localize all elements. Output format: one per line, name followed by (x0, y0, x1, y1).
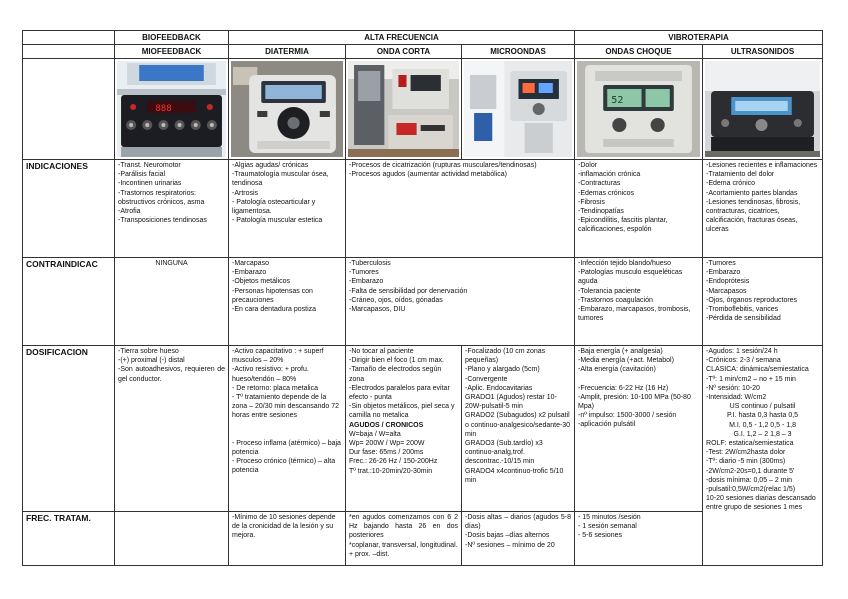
list-item: -Frecuencia: 6-22 Hz (16 Hz) (578, 384, 669, 392)
list-item: - De retorno: placa metalica (232, 384, 318, 392)
list-item: G.I. 1,2 – 2 1,8 – 3 (733, 430, 792, 438)
list-item: -Traumatología muscular ósea, tendinosa (232, 171, 329, 188)
list-item: -Tierra sobre hueso (118, 348, 179, 355)
photo-cell-ultrasonidos (703, 59, 823, 160)
list-item: -Marcapasos (706, 287, 747, 295)
list-item: -Tº: 1 min/cm2 – no + 15 min (706, 375, 796, 383)
list-item: -Convergente (465, 375, 508, 383)
dosificacion-ultrasonidos (703, 346, 823, 566)
list-item: -Trastornos respiratorios: obstructivos crónicos, asma (118, 189, 205, 206)
indicaciones-onda-corta-microondas (346, 160, 575, 258)
list-item: -Embarazo (706, 269, 741, 277)
list-item: -Marcapaso (232, 260, 269, 267)
ultrasound-device-photo (705, 61, 820, 157)
list-item: -(+) proximal (-) distal (118, 357, 185, 365)
spacer (578, 375, 699, 384)
list-item: Tº trat.:10-20min/20-30min (349, 467, 433, 475)
list-item: -Embarazo (349, 278, 384, 286)
list-item: -Edema crónico (706, 180, 756, 188)
list-item: - Patología osteoarticular y ligamentosa. (232, 198, 316, 216)
list-item: AGUDOS / CRONICOS (349, 421, 424, 429)
list-item: -Crónicos: 2-3 / semana (706, 357, 781, 365)
list-item: -Parálisis facial (118, 171, 166, 179)
list-item: W=baja / W=alta (349, 430, 401, 438)
row-label-dosificacion: DOSIFICACION (23, 346, 115, 512)
shortwave-device-photo (348, 61, 459, 157)
list-item: Wp= 200W / Wp= 200W (349, 440, 425, 448)
list-item: -nº impulso: 1500-3000 / sesión (578, 412, 677, 420)
photo-cell-ondas-choque (575, 59, 703, 160)
list-item: -Personas hipotensas con precauciones (232, 287, 313, 304)
list-item: -Atrofia (118, 208, 141, 216)
corner-cell-2 (23, 45, 115, 59)
list-item: -Lesiones tendinosas, fibrosis, contracturas, cicatrices, calcificación, fracturas óseas, ulceras (706, 198, 801, 234)
list-item: -Transt. Neuromotor (118, 162, 181, 169)
photo-cell-miofeedback (115, 59, 229, 160)
list-item: -Endoprótesis (706, 278, 750, 286)
list-item: -Objetos metálicos (232, 278, 290, 286)
list-item: -Procesos agudos (aumentar actividad metabólica) (349, 171, 507, 179)
list-item: -pulsatil:0,5W/cm2(relac 1/5) (706, 486, 796, 494)
list-item: -Falta de sensibilidad por denervación (349, 287, 468, 295)
list-item: -2W/cm2-20s=0,1 durante 5' (706, 467, 795, 475)
contraindicac-ondas-choque (575, 258, 703, 346)
list-item: -Ojos, órganos reproductores (706, 296, 798, 304)
list-item: P.I. hasta 0,3 hasta 0,5 (726, 412, 799, 420)
row-label-contraindicac: CONTRAINDICAC (23, 258, 115, 346)
contraindicac-diatermia (229, 258, 346, 346)
list-item: -Marcapasos, DIU (349, 306, 406, 314)
header-onda-corta: ONDA CORTA (346, 45, 462, 59)
list-item: -Algias agudas/ crónicas (232, 162, 309, 169)
list-item: -Cráneo, ojos, oídos, gónadas (349, 296, 443, 304)
frec-tratam-diatermia (229, 512, 346, 566)
header-miofeedback: MIOFEEDBACK (115, 45, 229, 59)
contraindicac-miofeedback: NINGUNA (115, 258, 229, 346)
list-item: -Dosis bajas –días alternos (465, 532, 550, 540)
list-item: -Edemas crónicos (578, 189, 635, 197)
list-item: - Tº tratamiento depende de la zona – 20/30 min descansando 72 horas entre sesiones (232, 394, 340, 420)
dosificacion-miofeedback (115, 346, 229, 512)
list-item: 10-20 sesiones diarias descansado entre grupo de sesiones 1 mes (706, 495, 816, 512)
list-item: CLASICA: dinámica/semiestatica (706, 366, 809, 374)
list-item: -Alta energía (cavitación) (578, 366, 656, 374)
list-item: -Procesos de cicatrización (rupturas musculares/tendinosas) (349, 162, 537, 169)
photo-row-label (23, 59, 115, 160)
svg-text:52: 52 (611, 95, 624, 106)
list-item: -Infección tejido blando/hueso (578, 260, 672, 267)
frec-tratam-onda-corta (346, 512, 462, 566)
list-item: GRADO2 (Subagudos) x2 pulsatil o continuo-analgesico/sedante-30 min (465, 412, 571, 438)
photo-cell-diatermia (229, 59, 346, 160)
list-item: -Mínimo de 10 sesiones depende de la cronicidad de la lesión y su mejora. (232, 514, 336, 540)
list-item: -Electrodos paralelos para evitar efecto - punta (349, 384, 450, 402)
biofeedback-device-photo (117, 61, 226, 157)
header-microondas: MICROONDAS (462, 45, 575, 59)
header-vibroterapia: VIBROTERAPIA (575, 31, 823, 45)
list-item: -Trastornos coagulación (578, 296, 653, 304)
indicaciones-ondas-choque (575, 160, 703, 258)
list-item: -Patologías musculo esqueléticas aguda (578, 269, 683, 286)
list-item: -Activo resistivo: + profu. hueso/tendón – 80% (232, 366, 309, 383)
dosificacion-microondas (462, 346, 575, 512)
list-item: GRADO4 x4continuo-trofic 5/10 min (465, 467, 564, 484)
list-item: -Amplit, presión: 10-100 MPa (50-80 Mpa) (578, 393, 691, 411)
list-item: -Tuberculosis (349, 260, 391, 267)
list-item: -Dirigir bien el foco (1 cm max. (349, 357, 444, 365)
dosificacion-onda-corta (346, 346, 462, 512)
photo-cell-microondas (462, 59, 575, 160)
shockwave-device-photo (577, 61, 700, 157)
list-item: -Epicondilitis, fascitis plantar, calcificaciones, espolón (578, 217, 668, 234)
list-item: -Tratamiento del dolor (706, 171, 775, 179)
list-item: -Tendinopatías (578, 208, 624, 216)
list-item: -No tocar al paciente (349, 348, 414, 355)
list-item: -Dolor (578, 162, 598, 169)
list-item: -Embarazo (232, 269, 267, 277)
dosificacion-diatermia (229, 346, 346, 512)
list-item: - Patología muscular estetica (232, 217, 323, 225)
list-item: -Contracturas (578, 180, 621, 188)
list-item: -Tolerancia paciente (578, 287, 641, 295)
header-biofeedback: BIOFEEDBACK (115, 31, 229, 45)
list-item: -Incontinen urinarias (118, 180, 182, 188)
spacer (232, 421, 342, 439)
corner-cell (23, 31, 115, 45)
list-item: -Tamaño de electrodos según zona (349, 366, 442, 383)
contraindicac-onda-corta-microondas (346, 258, 575, 346)
frec-tratam-miofeedback (115, 512, 229, 566)
list-item: -Fibrosis (578, 198, 605, 206)
list-item: -Tromboflebitis, varices (706, 306, 779, 314)
list-item: -Baja energía (+ analgesia) (578, 348, 663, 355)
list-item: -dosis mínima: 0,05 – 2 min (706, 476, 792, 484)
list-item: ROLF: estatica/semiestatica (706, 440, 794, 448)
list-item: -Intensidad: W/cm2 (706, 394, 767, 402)
list-item: - Proceso crónico (térmico) – alta potencia (232, 458, 336, 475)
list-item: - Proceso inflama (atérmico) – baja potencia (232, 439, 341, 456)
dosificacion-ondas-choque (575, 346, 703, 512)
list-item: -Plano y alargado (5cm) (465, 366, 540, 374)
list-item: -Lesiones recientes e inflamaciones (706, 162, 818, 169)
list-item: -Aplic. Endocavitarias (465, 384, 533, 392)
microwave-device-photo (464, 61, 572, 157)
indicaciones-miofeedback (115, 160, 229, 258)
list-item: M.I. 0,5 - 1,2 0,5 - 1,8 (729, 421, 796, 429)
list-item: -Media energía (+act. Metabol) (578, 357, 674, 365)
list-item: -Acortamiento partes blandas (706, 189, 798, 197)
list-item: Frec.: 26-26 Hz / 150-200Hz (349, 458, 438, 466)
list-item: -Embarazo, marcapasos, trombosis, tumores (578, 306, 691, 323)
row-label-frec-tratam: FREC. TRATAM. (23, 512, 115, 566)
header-ondas-choque: ONDAS CHOQUE (575, 45, 703, 59)
list-item: -En cara dentadura postiza (232, 306, 317, 314)
header-diatermia: DIATERMIA (229, 45, 346, 59)
list-item: -Agudos: 1 sesión/24 h (706, 348, 778, 355)
list-item: -inflamación crónica (578, 171, 641, 179)
frec-tratam-microondas (462, 512, 575, 566)
photo-cell-onda-corta (346, 59, 462, 160)
list-item: -Dosis altas – diarios (agudos 5-8 días) (465, 514, 572, 531)
row-label-indicaciones: INDICACIONES (23, 160, 115, 258)
list-item: -aplicación pulsátil (578, 421, 636, 429)
therapy-comparison-table (22, 30, 823, 566)
list-item: -Test: 2W/cm2hasta dolor (706, 449, 786, 457)
list-item: US continuo / pulsatil (729, 403, 796, 411)
list-item: -Nº sesión: 10-20 (706, 384, 760, 392)
list-item: GRADO3 (Sub.tardío) x3 continuo-analg,trof. descontrac.-10/15 min (465, 440, 543, 466)
list-item: -Son autoadhesivos, requieren de gel conductor. (118, 366, 225, 383)
list-item: -Pérdida de sensibilidad (706, 315, 781, 323)
indicaciones-diatermia (229, 160, 346, 258)
list-item: - 5-6 sesiones (578, 532, 622, 540)
header-ultrasonidos: ULTRASONIDOS (703, 45, 823, 59)
list-item: -Nº sesiones – mínimo de 20 (465, 541, 555, 549)
contraindicac-ultrasonidos (703, 258, 823, 346)
list-item: - 1 sesión semanal (578, 523, 637, 531)
list-item: -Transposiciones tendinosas (118, 217, 207, 225)
frec-tratam-ondas-choque (575, 512, 703, 566)
indicaciones-ultrasonidos (703, 160, 823, 258)
list-item: -Artrosis (232, 189, 259, 197)
list-item: -Tº: diario -5 min (300ms) (706, 458, 786, 466)
list-item: -Tumores (349, 269, 379, 277)
list-item: GRADO1 (Agudos) restar 10-20W-pulsatil-5 min (465, 394, 557, 411)
list-item: -Activo capacitativo : + superf musculos – 20% (232, 348, 324, 365)
list-item: -Tumores (706, 260, 736, 267)
list-item: Dur fase: 65ms / 200ms (349, 449, 424, 457)
list-item: -Focalizado (10 cm zonas pequeñas) (465, 348, 546, 365)
list-item: -Sin objetos metálicos, piel seca y camilla no metalica (349, 403, 455, 420)
header-alta-frecuencia: ALTA FRECUENCIA (229, 31, 575, 45)
list-item: - 15 minutos /sesión (578, 514, 641, 521)
diathermy-device-photo (231, 61, 343, 157)
list-item: *en agudos comenzamos con 6 2 Hz bajando hasta 26 en dos posteriores (349, 514, 458, 540)
svg-text:888: 888 (155, 104, 172, 114)
list-item: *coplanar, transversal, longitudinal. + prox. –dist. (349, 541, 458, 558)
